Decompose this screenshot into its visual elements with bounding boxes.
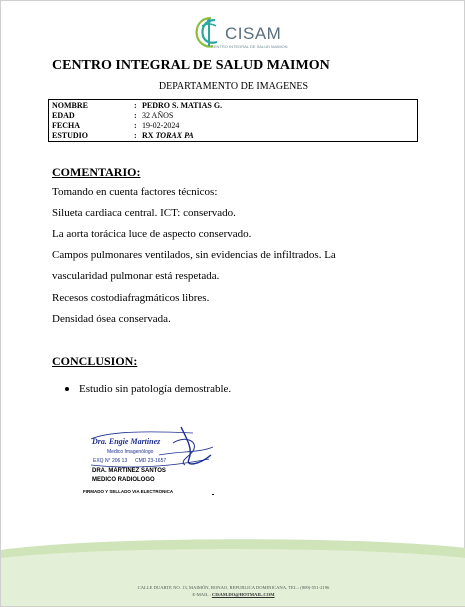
cisam-logo (189, 14, 299, 54)
logo-wordmark: CISAM (225, 24, 282, 43)
study-prefix: RX (142, 131, 156, 140)
age-value: 32 AÑOS (142, 111, 174, 120)
doctor-name: DRA. MARTINEZ SANTOS (92, 468, 166, 474)
bullet-icon (65, 387, 69, 391)
stamp-title: Medico Imagenólogo (107, 449, 154, 455)
date-label: FECHA (52, 121, 80, 130)
center-title: CENTRO INTEGRAL DE SALUD MAIMON (52, 58, 330, 73)
comment-line: Densidad ósea conservada. (52, 313, 171, 325)
signature-note: FIRMADO Y SELLADO VIA ELECTRONICA (83, 489, 174, 494)
comment-line: Tomando en cuenta factores técnicos: (52, 186, 218, 198)
signature-stamp (89, 425, 214, 473)
comment-line: Recesos costodiafragmáticos libres. (52, 292, 210, 304)
stamp-exq: EXQ N° 206 13 (93, 458, 128, 464)
conclusion-item: Estudio sin patología demostrable. (79, 383, 232, 395)
comment-line: Campos pulmonares ventilados, sin evidencias de infiltrados. La (52, 249, 336, 261)
comment-heading: COMENTARIO: (52, 165, 141, 179)
name-value: PEDRO S. MATIAS G. (142, 101, 223, 110)
stamp-cmd: CMD 23-1657 (135, 458, 167, 464)
study-label: ESTUDIO (52, 131, 89, 140)
footer-email-link[interactable]: CISAM.DO@HOTMAIL.COM (211, 592, 275, 597)
comment-line: Silueta cardiaca central. ICT: conservado. (52, 207, 236, 219)
age-separator: : (134, 111, 137, 120)
study-separator: : (134, 131, 137, 140)
footer-email-label: E-MAIL : (192, 592, 212, 597)
date-value: 19-02-2024 (142, 121, 180, 130)
age-label: EDAD (52, 111, 75, 120)
logo-subtitle: CENTRO INTEGRAL DE SALUD MAIMON (211, 44, 288, 49)
comment-line: La aorta torácica luce de aspecto conservado. (52, 228, 252, 240)
footer-address: CALLE DUARTE NO. 13, MAIMÓN, BONAO, REPUBLICA DOMINICANA, TEL.: (809)-551-2196 (137, 585, 330, 590)
name-separator: : (134, 101, 137, 110)
study-value (142, 131, 194, 140)
signature-dot (212, 494, 214, 495)
date-separator: : (134, 121, 137, 130)
footer-email-line (1, 592, 465, 597)
conclusion-heading: CONCLUSION: (52, 354, 138, 368)
doctor-role: MEDICO RADIOLOGO (92, 477, 155, 483)
study-name: TORAX PA (155, 131, 194, 140)
stamp-name: Dra. Engie Martinez (92, 437, 161, 446)
patient-info-box (48, 99, 418, 142)
department-title: DEPARTAMENTO DE IMAGENES (158, 81, 309, 92)
name-label: NOMBRE (52, 101, 88, 110)
comment-line: vascularidad pulmonar está respetada. (52, 270, 220, 282)
